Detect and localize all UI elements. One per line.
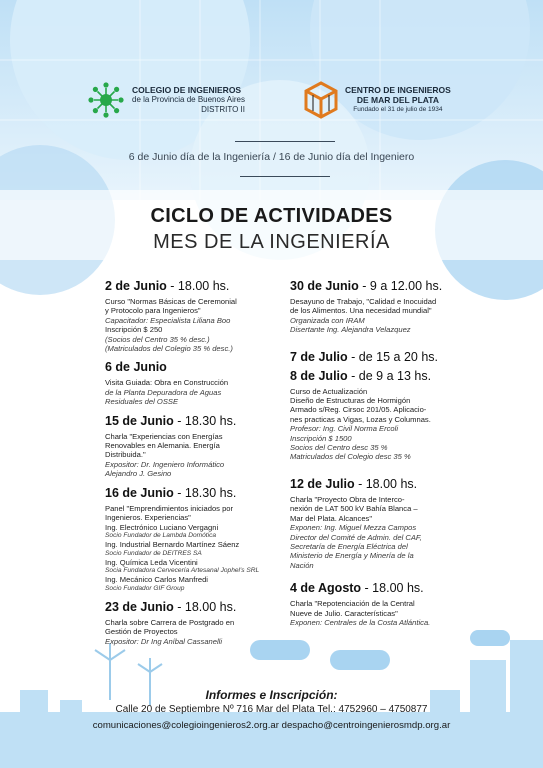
- event-day: 15 de Junio: [105, 413, 174, 428]
- event-block: [105, 599, 265, 646]
- subtitle: MES DE LA INGENIERÍA: [153, 231, 390, 253]
- event-detail-line: Charla "Experiencias con Energías: [105, 431, 223, 441]
- event-detail-line: Ing. Industrial Bernardo Martínez Sáenz: [105, 540, 240, 550]
- event-day: 7 de Julio: [290, 349, 348, 364]
- centro-founded: Fundado el 31 de julio de 1934: [353, 106, 443, 113]
- event-detail-line: Ing. Química Leda Vicentini: [105, 557, 198, 567]
- event-time: - 9 a 12.00 hs.: [358, 279, 443, 293]
- event-time: - de 9 a 13 hs.: [347, 368, 432, 383]
- event-day: 30 de Junio: [290, 279, 359, 293]
- event-day: 8 de Julio: [290, 368, 348, 383]
- event-block: [290, 580, 465, 627]
- event-date: [290, 476, 465, 492]
- event-block: [105, 485, 265, 593]
- event-detail-line: Nueve de Julio. Características": [290, 608, 398, 618]
- event-detail-line: Nación: [290, 560, 314, 570]
- sunburst-logo-icon: [86, 80, 126, 120]
- event-detail-line: Charla "Repotenciación de la Central: [290, 599, 415, 609]
- event-detail-line: Ministerio de Energía y Minería de la: [290, 551, 414, 561]
- event-detail-line: Armado s/Reg. Cirsoc 201/05. Aplicacio-: [290, 405, 427, 415]
- event-detail-line: (Socios del Centro 35 % desc.): [105, 334, 210, 344]
- centro-logo: [303, 80, 451, 120]
- event-block: [105, 278, 265, 353]
- event-block: [105, 413, 265, 479]
- main-title: CICLO DE ACTIVIDADES: [150, 205, 393, 227]
- footer-emails: comunicaciones@colegioingenieros2.org.ar despacho@centroingenierosmdp.org.ar: [92, 720, 451, 731]
- footer-title: Informes e Inscripción:: [205, 688, 338, 702]
- event-time: - 18.30 hs.: [173, 485, 237, 500]
- event-detail-line: Socios del Centro desc 35 %: [290, 443, 388, 453]
- event-day: 2 de Junio: [105, 279, 167, 293]
- centro-name-2: DE MAR DEL PLATA: [356, 95, 439, 105]
- event-block: [290, 476, 465, 570]
- event-detail-line: Alejandro J. Gesino: [105, 469, 172, 479]
- event-detail-line: Socio Fundador GIF Group: [105, 584, 185, 592]
- event-detail-line: Disertante Ing. Alejandra Velazquez: [290, 325, 411, 335]
- event-detail-line: Inscripción $ 250: [105, 325, 163, 335]
- event-date: [105, 413, 265, 429]
- colegio-district: DISTRITO II: [201, 105, 245, 114]
- cube-logo-icon: [303, 80, 339, 120]
- event-detail-line: Panel "Emprendimientos iniciados por: [105, 503, 234, 513]
- event-detail-line: de la Planta Depuradora de Aguas: [105, 387, 222, 397]
- bottom-divider: [240, 176, 330, 177]
- event-detail-line: Mar del Plata. Alcances": [290, 513, 373, 523]
- event-detail-line: Capacitador: Especialista Liliana Boo: [105, 315, 231, 325]
- event-detail-line: Renovables en Alemania. Energía: [105, 441, 220, 451]
- event-date: [105, 359, 265, 375]
- event-date: [105, 278, 265, 294]
- event-day: 16 de Junio: [105, 485, 174, 500]
- event-detail-line: nes practicas a Vigas, Lozas y Columnas.: [290, 414, 431, 424]
- event-detail-line: Visita Guiada: Obra en Construcción: [105, 378, 229, 388]
- event-detail-line: de los Alimentos. Una necesidad mundial": [290, 306, 432, 316]
- event-detail-line: Secretaría de Energía Eléctrica del: [290, 541, 408, 551]
- event-date: [290, 278, 465, 294]
- event-date: [105, 485, 265, 501]
- event-detail-line: Socio Fundador de DEITRES SA: [105, 549, 202, 557]
- event-date: [290, 349, 465, 365]
- event-block: [290, 349, 465, 462]
- event-time: - 18.00 hs.: [166, 279, 230, 293]
- event-detail-line: nexión de LAT 500 kV Bahía Blanca –: [290, 504, 418, 514]
- event-day: 12 de Julio: [290, 476, 355, 491]
- event-detail-line: Director del Comité de Admin. del CAF,: [290, 532, 422, 542]
- event-date: [105, 599, 265, 615]
- colegio-name: COLEGIO DE INGENIEROS: [132, 85, 242, 95]
- event-detail-line: Distribuida.": [105, 450, 146, 460]
- dates-line: 6 de Junio día de la Ingeniería / 16 de Junio día del Ingeniero: [128, 151, 415, 163]
- event-detail-line: Ingenieros. Experiencias": [105, 513, 191, 523]
- event-detail-line: Expositor: Dr. Ingeniero Informático: [105, 459, 225, 469]
- event-detail-line: Socia Fundadora Cervecería Artesanal Jophel's SRL: [105, 567, 260, 575]
- event-detail-line: Desayuno de Trabajo, "Calidad e Inocuidad: [290, 297, 437, 306]
- event-date-2: [290, 368, 465, 384]
- event-detail-line: Gestión de Proyectos: [105, 627, 178, 637]
- event-block: [290, 278, 465, 335]
- event-detail-line: Curso "Normas Básicas de Ceremonial: [105, 297, 237, 306]
- event-detail-line: y Protocolo para Ingenieros": [105, 306, 201, 316]
- event-time: - 18.30 hs.: [173, 413, 237, 428]
- colegio-logo: [86, 80, 245, 120]
- top-divider: [235, 141, 335, 142]
- event-detail-line: Exponen: Ing. Miguel Mezza Campos: [290, 523, 417, 533]
- event-detail-line: Profesor: Ing. Civil Norma Ercoli: [290, 424, 399, 434]
- event-detail-line: Ing. Mecánico Carlos Manfredi: [105, 575, 208, 585]
- event-day: 23 de Junio: [105, 599, 174, 614]
- event-day: 6 de Junio: [105, 360, 167, 375]
- event-detail-line: Socio Fundador de Lambda Domótica: [105, 531, 217, 539]
- event-block: [105, 359, 265, 406]
- event-detail-line: Exponen: Centrales de la Costa Atlántica.: [290, 617, 431, 627]
- event-detail-line: Expositor: Dr Ing Aníbal Cassanelli: [105, 636, 223, 646]
- right-events-column: [290, 278, 465, 627]
- event-detail-line: Organizada con IRAM: [290, 315, 365, 325]
- event-detail-line: Residuales del OSSE: [105, 397, 179, 407]
- event-detail-line: Ing. Electrónico Luciano Vergagni: [105, 522, 219, 532]
- event-detail-line: (Matriculados del Colegio 35 % desc.): [105, 344, 233, 354]
- event-time: - 18.00 hs.: [354, 476, 418, 491]
- event-detail-line: Diseño de Estructuras de Hormigón: [290, 396, 411, 406]
- footer-address: Calle 20 de Septiembre Nº 716 Mar del Plata Tel.: 4752960 – 4750877: [115, 704, 428, 715]
- event-time: - 18.00 hs.: [173, 599, 237, 614]
- event-detail-line: Curso de Actualización: [290, 386, 368, 396]
- event-time: - de 15 a 20 hs.: [347, 349, 438, 364]
- event-detail-line: Matriculados del Colegio desc 35 %: [290, 452, 411, 462]
- event-detail-line: Charla "Proyecto Obra de Interco-: [290, 494, 405, 504]
- event-detail-line: Charla sobre Carrera de Postgrado en: [105, 617, 235, 627]
- event-time: - 18.00 hs.: [361, 581, 424, 596]
- colegio-sub: de la Provincia de Buenos Aires: [132, 95, 245, 104]
- event-date: [290, 580, 465, 596]
- event-detail-line: Inscripción $ 1500: [290, 433, 352, 443]
- centro-name-1: CENTRO DE INGENIEROS: [345, 85, 451, 95]
- event-day: 4 de Agosto: [290, 581, 362, 596]
- left-events-column: [105, 278, 265, 652]
